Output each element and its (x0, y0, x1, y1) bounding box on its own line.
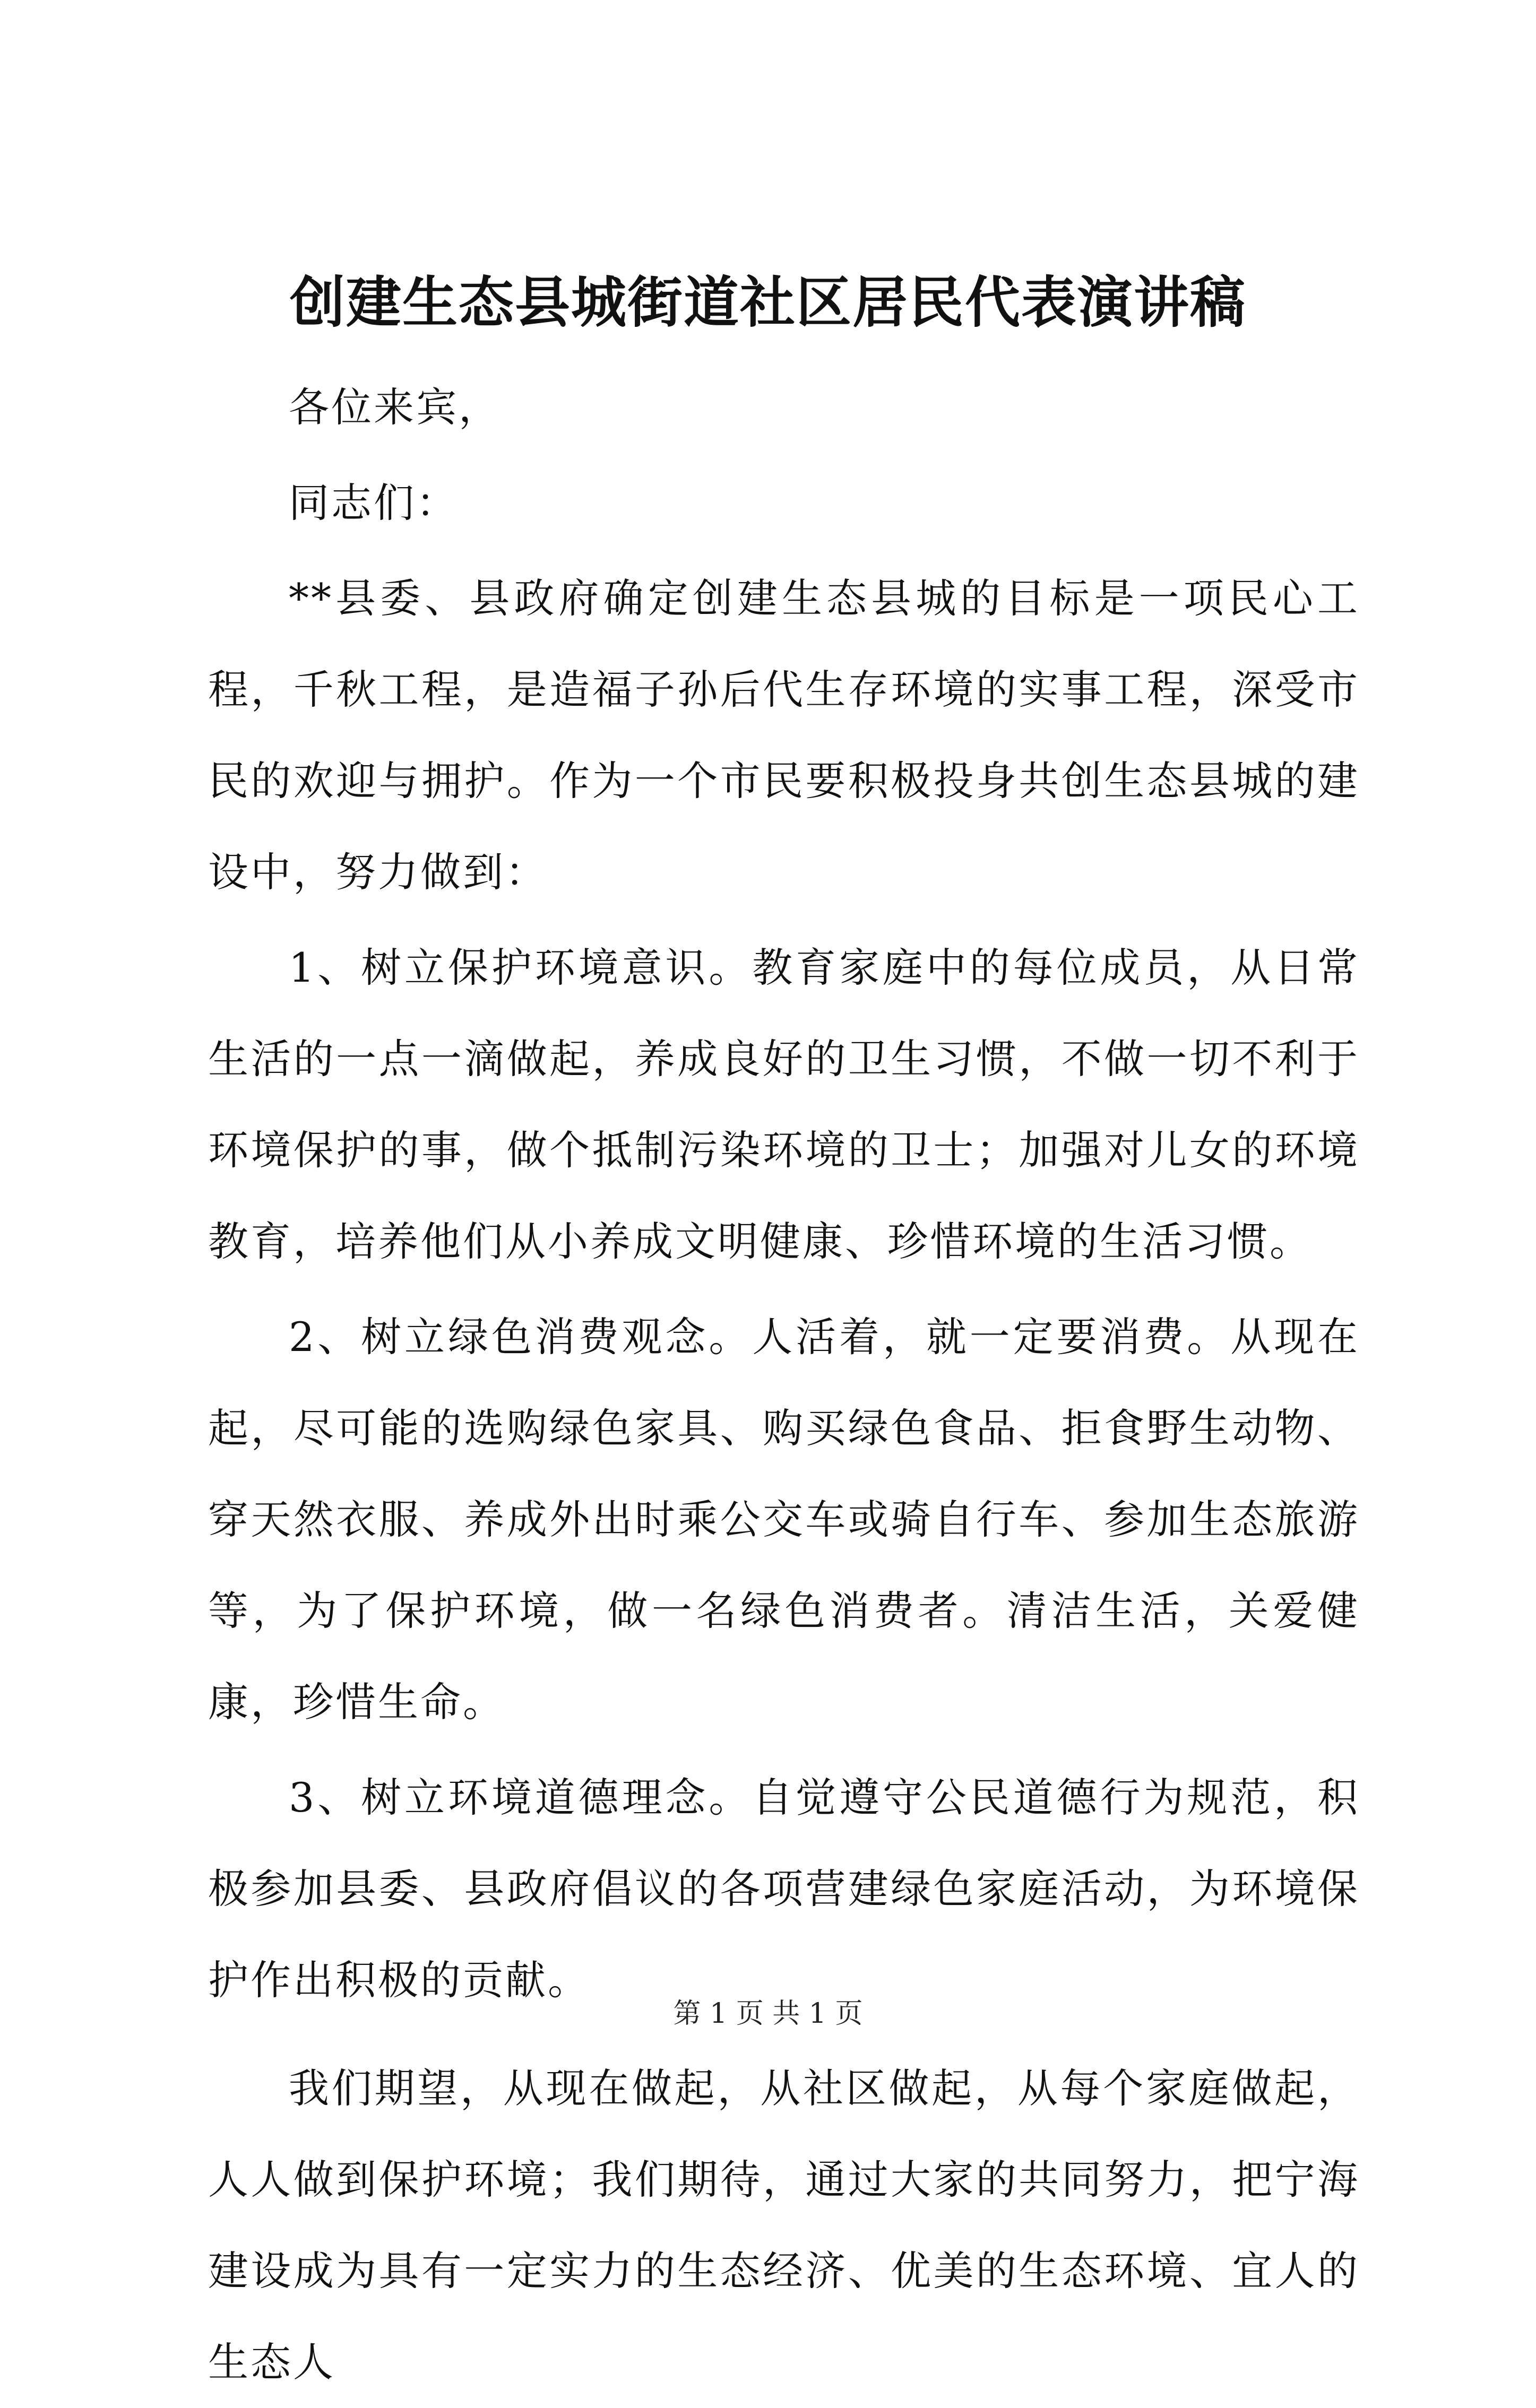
paragraph-closing: 我们期望，从现在做起，从社区做起，从每个家庭做起，人人做到保护环境；我们期待，通过大家的共同努力，把宁海建设成为具有一定实力的生态经济、优美的生态环境、宜人的生态人 (208, 2065, 1360, 2386)
page-footer: 第 1 页 共 1 页 (673, 1998, 863, 2030)
paragraph-greeting: 各位来宾， (289, 384, 501, 431)
paragraph-point-1: 1、树立保护环境意识。教育家庭中的每位成员，从日常生活的一点一滴做起，养成良好的卫生习惯，不做一切不利于环境保护的事，做个抵制污染环境的卫士；加强对儿女的环境教育，培养他们从小养成文明健康、珍惜环境的生活习惯。 (208, 944, 1360, 1265)
paragraph-intro: **县委、县政府确定创建生态县城的目标是一项民心工程，千秋工程，是造福子孙后代生存环境的实事工程，深受市民的欢迎与拥护。作为一个市民要积极投身共创生态县城的建设中，努力做到： (208, 575, 1360, 896)
paragraph-salutation: 同志们： (289, 479, 459, 526)
document-body (208, 362, 1360, 2408)
document-title: 创建生态县城街道社区居民代表演讲稿 (289, 270, 1246, 335)
paragraph-point-3: 3、树立环境道德理念。自觉遵守公民道德行为规范，积极参加县委、县政府倡议的各项营建绿色家庭活动，为环境保护作出积极的贡献。 (208, 1774, 1360, 2004)
paragraph-point-2: 2、树立绿色消费观念。人活着，就一定要消费。从现在起，尽可能的选购绿色家具、购买绿色食品、拒食野生动物、穿天然衣服、养成外出时乘公交车或骑自行车、参加生态旅游等，为了保护环境，做一名绿色消费者。清洁生活，关爱健康，珍惜生命。 (208, 1313, 1360, 1726)
